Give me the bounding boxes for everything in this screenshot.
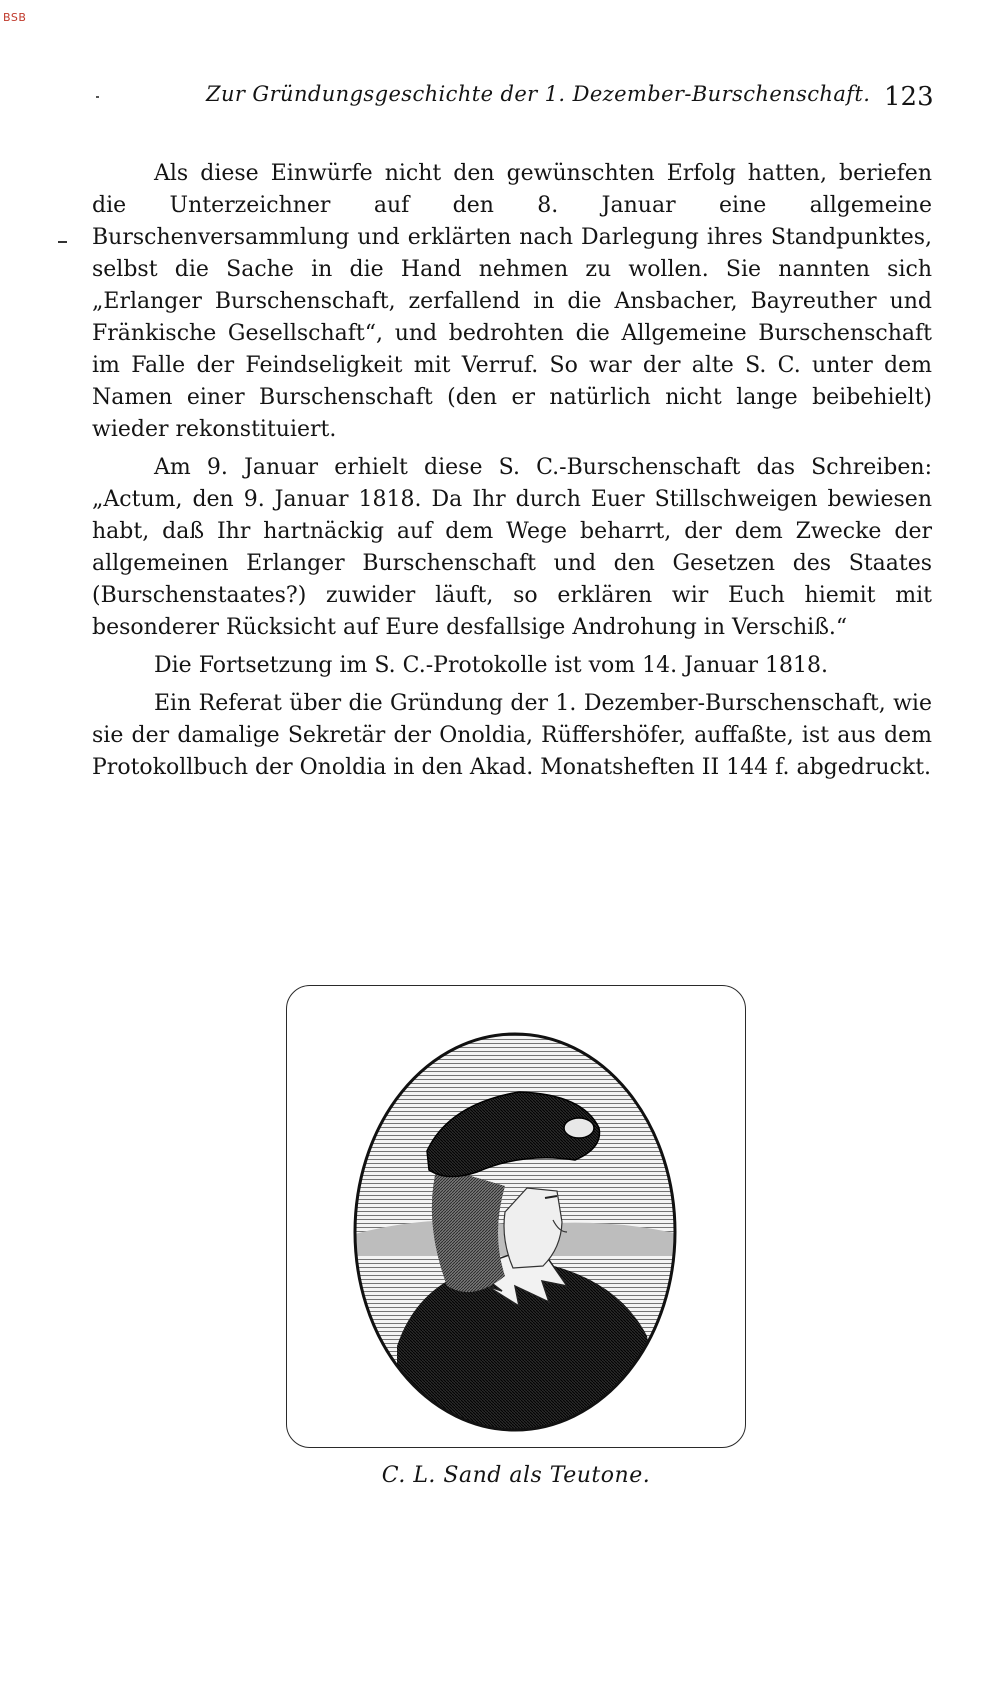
paragraph: Am 9. Januar erhielt diese S. C.-Burschenschaft das Schreiben: „Actum, den 9. Januar 1818. Da Ihr durch Euer Stillschweigen bewiesen habt, daß Ihr hartnäckig auf dem Wege beharrt, der dem Zwecke der allgemeinen Erlanger Burschenschaft und den Gesetzen des Staates (Burschenstaates?) zuwider läuft, so erklären wir Euch hiemit mit besonderer Rücksicht auf Eure desfallsige Androhung in Verschiß.“ <box>92 455 932 640</box>
portrait-figure-frame <box>286 985 746 1448</box>
portrait-engraving <box>287 986 744 1446</box>
margin-mark <box>96 96 99 98</box>
paragraph: Die Fortsetzung im S. C.-Protokolle ist vom 14. Januar 1818. <box>154 653 829 678</box>
body-text <box>92 158 932 790</box>
running-head: Zur Gründungsgeschichte der 1. Dezember-Burschenschaft. <box>206 82 871 106</box>
library-watermark: BSB <box>3 11 27 24</box>
figure-caption: C. L. Sand als Teutone. <box>381 1463 651 1488</box>
paragraph: Ein Referat über die Gründung der 1. Dezember-Burschenschaft, wie sie der damalige Sekretär der Onoldia, Rüffershöfer, auffaßte, ist aus dem Protokollbuch der Onoldia in den Akad. Monatsheften II 144 f. abgedruckt. <box>92 691 932 780</box>
page-number: 123 <box>884 82 934 112</box>
margin-mark <box>58 241 67 243</box>
paragraph: Als diese Einwürfe nicht den gewünschten Erfolg hatten, beriefen die Unterzeichner auf den 8. Januar eine allgemeine Burschenversammlung und erklärten nach Darlegung ihres Standpunktes, selbst die Sache in die Hand nehmen zu wollen. Sie nannten sich „Erlanger Burschenschaft, zerfallend in die Ansbacher, Bayreuther und Fränkische Gesellschaft“, und bedrohten die Allgemeine Burschenschaft im Falle der Feindseligkeit mit Verruf. So war der alte S. C. unter dem Namen einer Burschenschaft (den er natürlich nicht lange beibehielt) wieder rekonstituiert. <box>92 161 932 442</box>
